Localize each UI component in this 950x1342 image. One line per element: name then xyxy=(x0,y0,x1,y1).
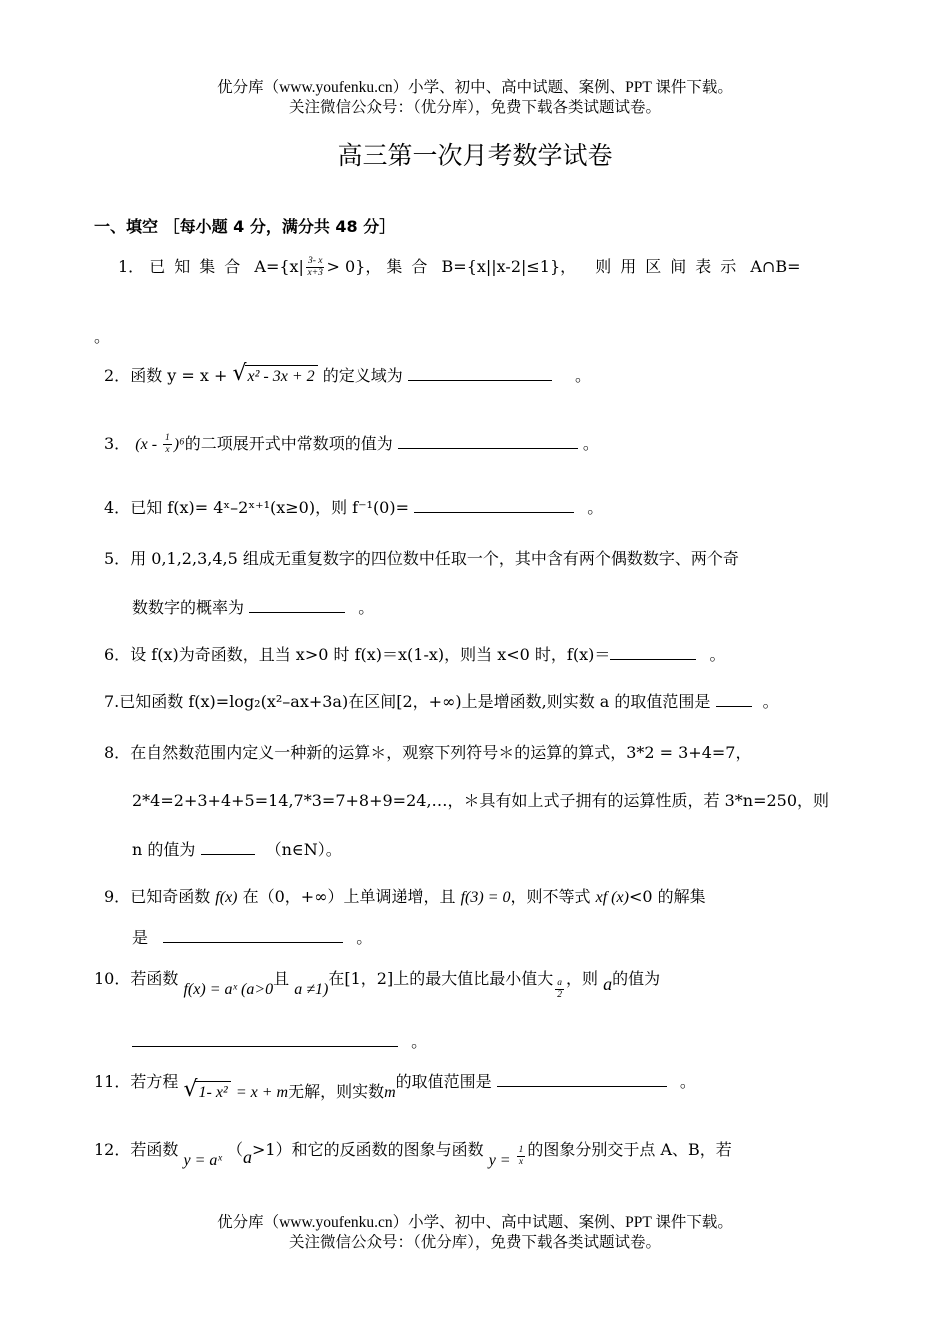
q2-end: 。 xyxy=(574,366,591,385)
q10-text-b: 且 xyxy=(273,969,290,988)
question-8-line-3 xyxy=(132,838,342,861)
q8-text-d: （n∈N）。 xyxy=(265,840,342,859)
q3-text-b: 的二项展开式中常数项的值为 xyxy=(184,434,393,453)
q11-text-a: 若方程 xyxy=(130,1072,179,1091)
q2-number: 2． xyxy=(104,366,131,385)
q10-a-var: a xyxy=(603,974,613,994)
q9-answer-blank[interactable] xyxy=(163,926,343,943)
q2-answer-blank[interactable] xyxy=(408,364,552,381)
q10-text-e: 的值为 xyxy=(612,969,661,988)
q1-fraction: $\frac{3- x}{x+3}$ xyxy=(307,256,323,278)
q3-answer-blank[interactable] xyxy=(398,432,578,449)
question-6 xyxy=(104,643,725,666)
q8-number: 8． xyxy=(104,743,131,762)
q10-expr2: a ≠1) xyxy=(294,981,329,998)
q1-text-g: A∩B= xyxy=(750,257,801,276)
q11-number: 11． xyxy=(94,1072,131,1091)
question-10-line-2 xyxy=(132,1030,427,1053)
q1-text-e: B={x||x-2|≤1}， xyxy=(441,257,577,276)
q10-expr: f(x) = aˣ (a>0 xyxy=(183,981,274,998)
q9-fx: f(x) xyxy=(215,889,238,906)
q11-text-b: 无解，则实数 xyxy=(288,1082,385,1101)
question-11 xyxy=(94,1070,696,1102)
q10-text-d: ，则 xyxy=(565,969,598,988)
q1-text-f: 则用区间表示 xyxy=(595,257,746,276)
footer-line-2: 关注微信公众号：（优分库），免费下载各类试题试卷。 xyxy=(288,1234,661,1251)
q10-number: 10． xyxy=(94,969,131,988)
q10-answer-blank[interactable] xyxy=(132,1030,398,1047)
q2-radical: √ x² - 3x + 2 xyxy=(233,365,318,388)
q11-end: 。 xyxy=(679,1072,696,1091)
q8-text-c: n 的值为 xyxy=(132,840,196,859)
question-5-line-2 xyxy=(132,596,374,619)
q6-text-a: 设 f(x)为奇函数，且当 x>0 时 f(x)＝x(1-x)，则当 x<0 时，f(x)＝ xyxy=(130,645,611,664)
q6-end: 。 xyxy=(709,645,726,664)
q12-text-b: （ xyxy=(227,1140,244,1159)
q8-text-a: 在自然数范围内定义一种新的运算＊，观察下列符号＊的运算的算式，3*2 = 3+4=7， xyxy=(130,743,752,762)
q11-expr: = x + m xyxy=(235,1084,289,1101)
q3-number: 3． xyxy=(104,434,131,453)
q10-text-c: 在[1，2]上的最大值比最小值大 xyxy=(328,969,554,988)
q8-answer-blank[interactable] xyxy=(201,838,255,855)
q12-expr2: y = xyxy=(488,1152,515,1169)
question-3 xyxy=(104,432,599,456)
header-line-2: 关注微信公众号：（优分库），免费下载各类试题试卷。 xyxy=(288,99,661,116)
q11-text-c: 的取值范围是 xyxy=(395,1072,492,1091)
question-9-line-2 xyxy=(132,926,372,949)
q1-text-a: 已知集合 xyxy=(149,257,250,276)
question-7 xyxy=(104,690,779,713)
q10-end: 。 xyxy=(411,1032,428,1051)
q9-text-b: 在（0，+∞）上单调递增，且 xyxy=(242,887,456,906)
question-2 xyxy=(104,361,591,388)
q9-text-a: 已知奇函数 xyxy=(130,887,211,906)
q5-text-a: 用 0,1,2,3,4,5 组成无重复数字的四位数中任取一个，其中含有两个偶数数字、两个奇 xyxy=(130,549,739,568)
q11-m-var: m xyxy=(384,1084,396,1101)
q6-number: 6． xyxy=(104,645,131,664)
q12-text-a: 若函数 xyxy=(130,1140,179,1159)
q3-end: 。 xyxy=(582,434,599,453)
q1-tail: 。 xyxy=(94,327,111,346)
q4-number: 4． xyxy=(104,498,131,517)
question-8-line-1 xyxy=(104,742,751,764)
q12-a-var: a xyxy=(243,1147,253,1167)
q1-text-b: A={x| xyxy=(254,257,304,276)
q9-text-c: ，则不等式 xyxy=(510,887,591,906)
q5-number: 5． xyxy=(104,549,131,568)
q12-fraction: $\frac{1}{x}$ xyxy=(518,1145,524,1167)
q9-text-d: <0 的解集 xyxy=(628,887,706,906)
question-5-line-1 xyxy=(104,548,739,570)
q5-answer-blank[interactable] xyxy=(249,596,345,613)
q3-fraction: $\frac{1}{x}$ xyxy=(165,433,170,455)
q5-end: 。 xyxy=(358,598,375,617)
question-9-line-1 xyxy=(104,886,706,909)
q12-expr: y = aˣ xyxy=(183,1152,222,1169)
header-line-1: 优分库（www.youfenku.cn）小学、初中、高中试题、案例、PPT 课件下载。 xyxy=(217,79,733,96)
page-title: 高三第一次月考数学试卷 xyxy=(337,141,613,170)
q1-number: 1． xyxy=(118,257,145,276)
q5-text-b: 数数字的概率为 xyxy=(132,598,245,617)
q9-xfx: xf (x) xyxy=(595,889,629,906)
q2-text-b: 的定义域为 xyxy=(322,366,403,385)
q9-f3: f(3) = 0 xyxy=(460,889,511,906)
question-4 xyxy=(104,496,603,519)
q3-expr: (x - xyxy=(135,436,162,453)
question-1 xyxy=(118,256,801,279)
section-heading: 一、填空 ［每小题 4 分，满分共 48 分］ xyxy=(94,217,396,236)
q10-fraction: $\frac{a}{2}$ xyxy=(557,978,562,1000)
question-8-line-2: 2*4=2+3+4+5=14,7*3=7+8+9=24,…，＊具有如上式子拥有的运算性质，若 3*n=250，则 xyxy=(132,791,830,810)
q3-expr2: )⁶ xyxy=(173,436,185,453)
q6-answer-blank[interactable] xyxy=(610,643,696,660)
q11-radical: √ 1- x² xyxy=(183,1081,230,1104)
q7-text-a: 已知函数 f(x)=log₂(x²–ax+3a)在区间[2，+∞)上是增函数,则实数 a 的取值范围是 xyxy=(119,692,711,711)
q2-text-a: 函数 y = x + xyxy=(130,366,228,385)
question-12 xyxy=(94,1138,732,1169)
q1-text-c: > 0}， xyxy=(326,257,382,276)
q12-number: 12． xyxy=(94,1140,131,1159)
q11-answer-blank[interactable] xyxy=(497,1070,667,1087)
q9-text-e: 是 xyxy=(132,928,149,947)
q4-answer-blank[interactable] xyxy=(414,496,574,513)
footer-line-1: 优分库（www.youfenku.cn）小学、初中、高中试题、案例、PPT 课件下载。 xyxy=(217,1214,733,1231)
q12-text-c: >1）和它的反函数的图象与函数 xyxy=(252,1140,484,1159)
q4-end: 。 xyxy=(587,498,604,517)
q9-number: 9． xyxy=(104,887,131,906)
question-10-line-1 xyxy=(94,967,661,1000)
q1-text-d: 集合 xyxy=(386,257,437,276)
q7-number: 7. xyxy=(104,692,120,711)
q12-text-d: 的图象分别交于点 A、B，若 xyxy=(527,1140,732,1159)
q7-end: 。 xyxy=(762,692,779,711)
q10-text-a: 若函数 xyxy=(130,969,179,988)
q7-answer-blank[interactable] xyxy=(716,690,752,707)
q9-end: 。 xyxy=(356,928,373,947)
q4-text-a: 已知 f(x)= 4ˣ–2ˣ⁺¹(x≥0)，则 f⁻¹(0)= xyxy=(130,498,410,517)
